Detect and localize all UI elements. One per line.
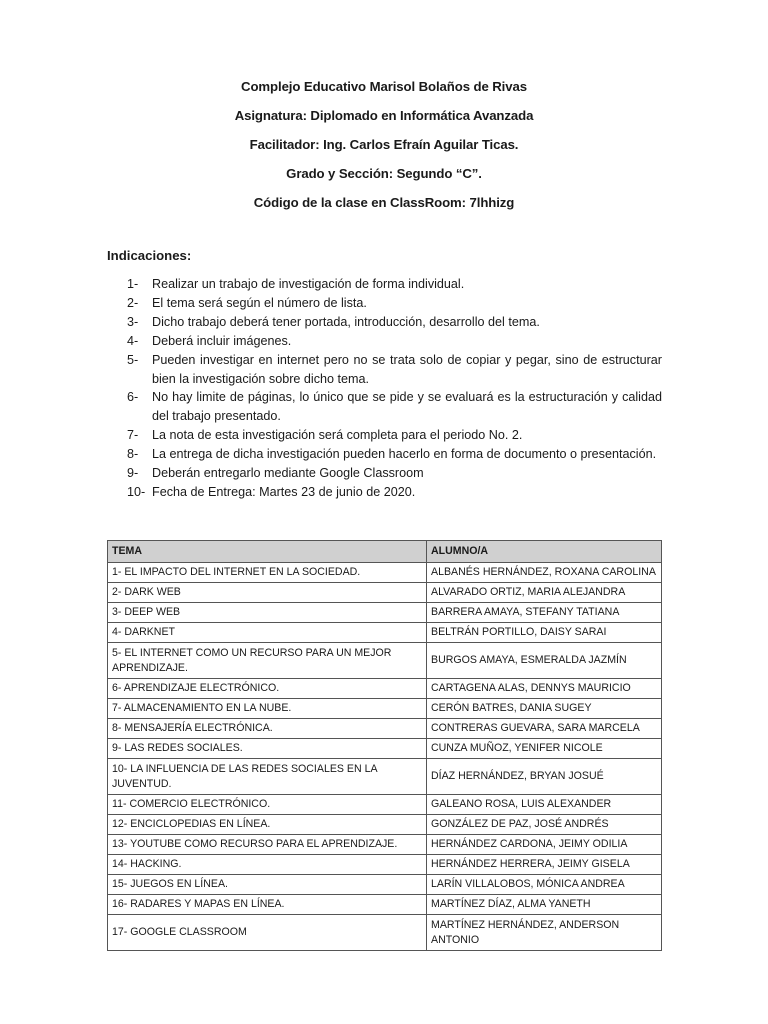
column-header-alumno: ALUMNO/A xyxy=(427,541,662,563)
item-number: 6- xyxy=(127,390,139,405)
topic-cell: 6- APRENDIZAJE ELECTRÓNICO. xyxy=(108,679,427,699)
topic-cell: 9- LAS REDES SOCIALES. xyxy=(108,739,427,759)
list-item xyxy=(127,332,662,351)
table-row xyxy=(108,583,662,603)
topic-cell: 7- ALMACENAMIENTO EN LA NUBE. xyxy=(108,699,427,719)
item-text: No hay limite de páginas, lo único que se pide y se evaluará es la estructuración y calidad del trabajo presentado. xyxy=(152,390,662,424)
item-text: Dicho trabajo deberá tener portada, introducción, desarrollo del tema. xyxy=(152,314,540,329)
topic-cell: 3- DEEP WEB xyxy=(108,603,427,623)
topic-cell: 4- DARKNET xyxy=(108,623,427,643)
student-cell: ALBANÉS HERNÁNDEZ, ROXANA CAROLINA xyxy=(427,563,662,583)
topic-cell: 2- DARK WEB xyxy=(108,583,427,603)
topic-cell: 13- YOUTUBE COMO RECURSO PARA EL APRENDIZAJE. xyxy=(108,835,427,855)
item-text: Deberá incluir imágenes. xyxy=(152,333,292,348)
student-cell: BURGOS AMAYA, ESMERALDA JAZMÍN xyxy=(427,643,662,679)
topic-assignment-table xyxy=(107,540,662,951)
topic-cell: 17- GOOGLE CLASSROOM xyxy=(108,915,427,951)
table-row xyxy=(108,679,662,699)
table-row xyxy=(108,855,662,875)
table-row xyxy=(108,719,662,739)
item-number: 4- xyxy=(127,333,139,348)
item-text: La nota de esta investigación será completa para el periodo No. 2. xyxy=(152,428,523,443)
topic-cell: 11- COMERCIO ELECTRÓNICO. xyxy=(108,795,427,815)
student-cell: BARRERA AMAYA, STEFANY TATIANA xyxy=(427,603,662,623)
student-cell: MARTÍNEZ DÍAZ, ALMA YANETH xyxy=(427,895,662,915)
item-text: Deberán entregarlo mediante Google Classroom xyxy=(152,466,424,481)
table-row xyxy=(108,603,662,623)
table-header-row xyxy=(108,541,662,563)
student-cell: ALVARADO ORTIZ, MARIA ALEJANDRA xyxy=(427,583,662,603)
item-number: 9- xyxy=(127,466,139,481)
student-cell: BELTRÁN PORTILLO, DAISY SARAI xyxy=(427,623,662,643)
student-cell: MARTÍNEZ HERNÁNDEZ, ANDERSON ANTONIO xyxy=(427,915,662,951)
student-cell: CERÓN BATRES, DANIA SUGEY xyxy=(427,699,662,719)
item-number: 3- xyxy=(127,314,139,329)
list-item xyxy=(127,483,662,502)
topic-cell: 16- RADARES Y MAPAS EN LÍNEA. xyxy=(108,895,427,915)
student-cell: DÍAZ HERNÁNDEZ, BRYAN JOSUÉ xyxy=(427,759,662,795)
table-row xyxy=(108,643,662,679)
item-number: 1- xyxy=(127,277,139,291)
item-text: Pueden investigar en internet pero no se trata solo de copiar y pegar, sino de estructurar bien la investigación sobre dicho tema. xyxy=(152,352,662,386)
list-item xyxy=(127,445,662,464)
student-cell: GALEANO ROSA, LUIS ALEXANDER xyxy=(427,795,662,815)
student-cell: CONTRERAS GUEVARA, SARA MARCELA xyxy=(427,719,662,739)
student-cell: HERNÁNDEZ HERRERA, JEIMY GISELA xyxy=(427,855,662,875)
item-number: 2- xyxy=(127,295,139,310)
table-row xyxy=(108,815,662,835)
list-item xyxy=(127,351,662,389)
topic-cell: 12- ENCICLOPEDIAS EN LÍNEA. xyxy=(108,815,427,835)
table-row xyxy=(108,835,662,855)
item-number: 5- xyxy=(127,352,139,367)
item-text: La entrega de dicha investigación pueden hacerlo en forma de documento o presentación. xyxy=(152,447,657,462)
table-row xyxy=(108,623,662,643)
grade-section-line: Grado y Sección: Segundo “C”. xyxy=(286,166,482,181)
instructions-title: Indicaciones: xyxy=(107,248,192,263)
topic-cell: 15- JUEGOS EN LÍNEA. xyxy=(108,875,427,895)
table-row xyxy=(108,795,662,815)
topic-cell: 14- HACKING. xyxy=(108,855,427,875)
table-row xyxy=(108,563,662,583)
student-cell: GONZÁLEZ DE PAZ, JOSÉ ANDRÉS xyxy=(427,815,662,835)
student-cell: HERNÁNDEZ CARDONA, JEIMY ODILIA xyxy=(427,835,662,855)
table-row xyxy=(108,915,662,951)
table-row xyxy=(108,759,662,795)
item-text: El tema será según el número de lista. xyxy=(152,295,367,310)
student-cell: CUNZA MUÑOZ, YENIFER NICOLE xyxy=(427,739,662,759)
table-row xyxy=(108,875,662,895)
table-row xyxy=(108,895,662,915)
class-code-line: Código de la clase en ClassRoom: 7lhhizg xyxy=(253,195,515,210)
topic-cell: 8- MENSAJERÍA ELECTRÓNICA. xyxy=(108,719,427,739)
item-number: 8- xyxy=(127,447,139,462)
column-header-tema: TEMA xyxy=(108,541,427,563)
list-item xyxy=(127,275,662,294)
table-row xyxy=(108,699,662,719)
school-name: Complejo Educativo Marisol Bolaños de Rivas xyxy=(241,79,527,94)
topic-cell: 1- EL IMPACTO DEL INTERNET EN LA SOCIEDAD. xyxy=(108,563,427,583)
subject-line: Asignatura: Diplomado en Informática Avanzada xyxy=(234,108,534,123)
document-header xyxy=(0,72,768,217)
list-item xyxy=(127,388,662,426)
item-number: 7- xyxy=(127,428,139,443)
item-text: Fecha de Entrega: Martes 23 de junio de 2020. xyxy=(152,484,416,499)
student-cell: CARTAGENA ALAS, DENNYS MAURICIO xyxy=(427,679,662,699)
instructions-list xyxy=(127,275,662,502)
student-cell: LARÍN VILLALOBOS, MÓNICA ANDREA xyxy=(427,875,662,895)
topic-cell: 5- EL INTERNET COMO UN RECURSO PARA UN MEJOR APRENDIZAJE. xyxy=(108,643,427,679)
list-item xyxy=(127,426,662,445)
list-item xyxy=(127,464,662,483)
list-item xyxy=(127,294,662,313)
facilitator-line: Facilitador: Ing. Carlos Efraín Aguilar Ticas. xyxy=(249,137,519,152)
item-text: Realizar un trabajo de investigación de forma individual. xyxy=(152,277,465,291)
table-row xyxy=(108,739,662,759)
list-item xyxy=(127,313,662,332)
topic-cell: 10- LA INFLUENCIA DE LAS REDES SOCIALES EN LA JUVENTUD. xyxy=(108,759,427,795)
item-number: 10- xyxy=(127,484,146,499)
